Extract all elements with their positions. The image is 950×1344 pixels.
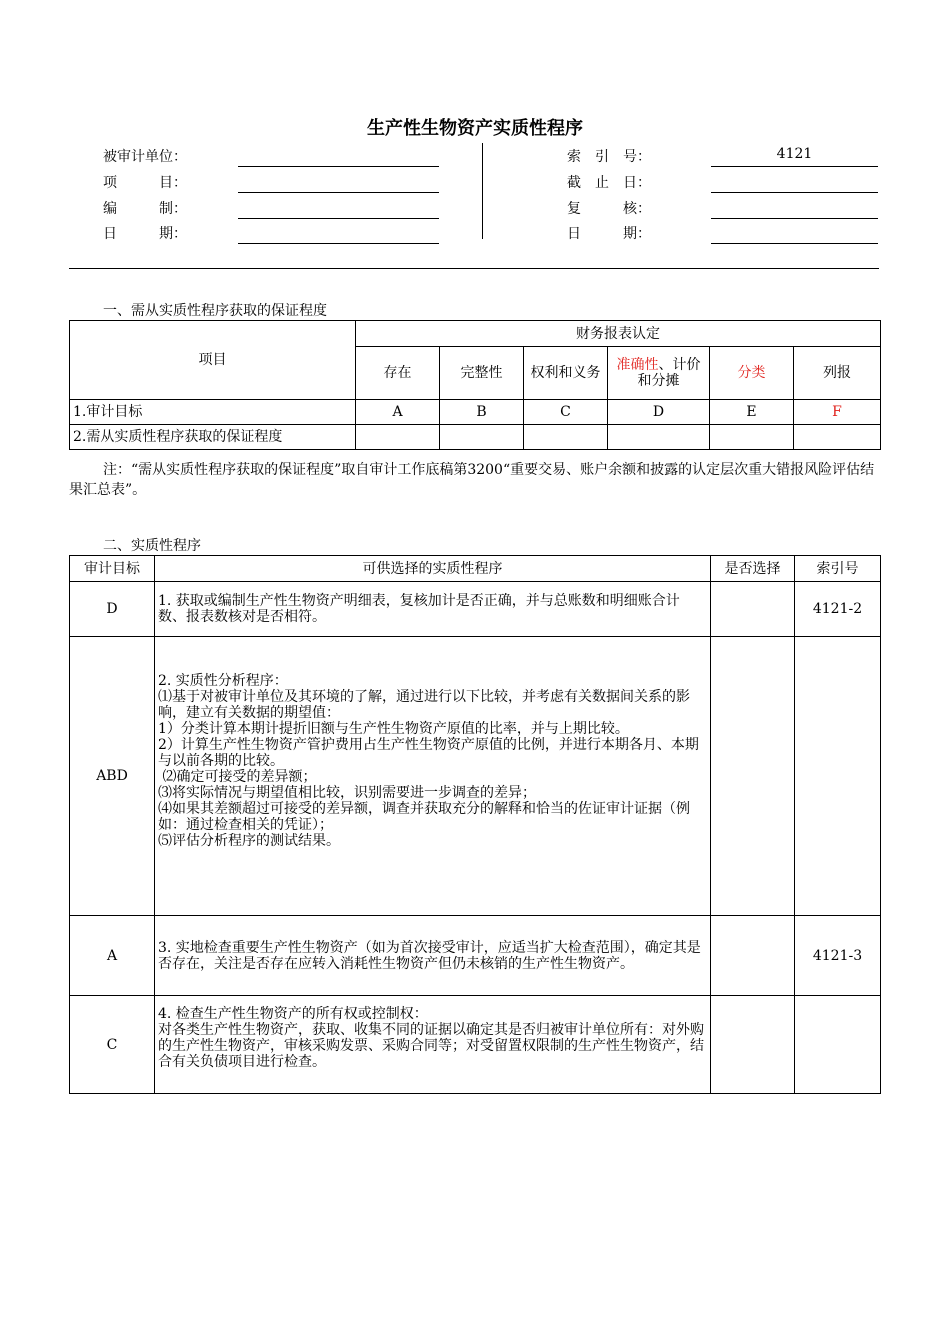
assertion-presentation: 列报 (794, 347, 881, 400)
procedure-line: 4. 检查生产性生物资产的所有权或控制权： (158, 1005, 428, 1022)
assertion-group-header: 财务报表认定 (356, 321, 881, 347)
objective-cell: ABD (70, 637, 155, 916)
review-date-field[interactable] (711, 243, 878, 244)
objective-cell: E (710, 400, 794, 425)
header-rule (69, 268, 879, 269)
section2-title: 二、实质性程序 (103, 538, 201, 554)
index-number-underline (711, 166, 878, 167)
index-cell (795, 996, 881, 1094)
procedure-line: ⑷如果其差额超过可接受的差异额，调查并获取充分的解释和恰当的佐证审计证据（例如：通过检查相关的凭证）； (158, 801, 690, 833)
audited-unit-field[interactable] (238, 166, 439, 167)
row-label: 2.需从实质性程序获取的保证程度 (70, 425, 356, 450)
header-divider (482, 143, 483, 239)
objective-cell: A (356, 400, 440, 425)
assertion-rights: 权利和义务 (524, 347, 608, 400)
index-cell: 4121-2 (795, 582, 881, 637)
table-row (70, 582, 881, 637)
procedure-cell (155, 582, 711, 637)
preparer-field[interactable] (238, 218, 439, 219)
col-header-objective: 审计目标 (70, 556, 155, 582)
cutoff-date-field[interactable] (711, 192, 878, 193)
procedure-line: 3. 实地检查重要生产性生物资产（如为首次接受审计，应适当扩大检查范围），确定其是否存在，关注是否存在应转入消耗性生物资产但仍未核销的生产性生物资产。 (158, 939, 701, 972)
section1-note: 注：“需从实质性程序获取的保证程度”取自审计工作底稿第3200“重要交易、账户余额和披露的认定层次重大错报风险评估结果汇总表”。 (69, 462, 875, 498)
procedure-line: ⑸评估分析程序的测试结果。 (158, 833, 340, 849)
row-label: 1.审计目标 (70, 400, 356, 425)
assurance-cell[interactable] (710, 425, 794, 450)
procedure-line: ⑶将实际情况与期望值相比较，识别需要进一步调查的差异； (158, 785, 536, 801)
procedure-line: 1）分类计算本期计提折旧额与生产性生物资产原值的比率，并与上期比较。 (158, 721, 629, 737)
col-header-procedure: 可供选择的实质性程序 (155, 556, 711, 582)
table-row (70, 425, 881, 450)
project-label: 项 目： (103, 175, 187, 191)
procedure-line: 对各类生产性生物资产，获取、收集不同的证据以确定其是否归被审计单位所有：对外购的生产性生物资产，审核采购发票、采购合同等；对受留置权限制的生产性生物资产，结合有关负债项目进行检查。 (158, 1021, 704, 1070)
prepare-date-label: 日 期： (103, 226, 187, 242)
selected-cell[interactable] (711, 916, 795, 996)
index-cell (795, 637, 881, 916)
procedure-line: 1. 获取或编制生产性生物资产明细表，复核加计是否正确，并与总账数和明细账合计数、报表数核对是否相符。 (158, 593, 680, 625)
table-row (70, 916, 881, 996)
objective-cell: A (70, 916, 155, 996)
index-cell: 4121-3 (795, 916, 881, 996)
procedure-line: 2）计算生产性生物资产管护费用占生产性生物资产原值的比例，并进行本期各月、本期与以前各期的比较。 (158, 737, 699, 769)
table-row (70, 637, 881, 916)
assurance-cell[interactable] (608, 425, 710, 450)
procedure-line: ⑵确定可接受的差异额； (158, 769, 317, 785)
procedure-cell (155, 996, 711, 1094)
reviewer-label: 复 核： (567, 201, 651, 217)
assurance-cell[interactable] (794, 425, 881, 450)
procedures-table (69, 555, 881, 1094)
assertion-accuracy: 准确性、计价和分摊 (608, 347, 710, 400)
objective-cell: F (794, 400, 881, 425)
selected-cell[interactable] (711, 582, 795, 637)
objective-cell: B (440, 400, 524, 425)
objective-cell: C (70, 996, 155, 1094)
procedure-line: ⑴基于对被审计单位及其环境的了解，通过进行以下比较，并考虑有关数据间关系的影响，建立有关数据的期望值： (158, 689, 690, 721)
index-number-label: 索 引 号： (567, 149, 651, 165)
col-header-selected: 是否选择 (711, 556, 795, 582)
index-number-value[interactable]: 4121 (776, 146, 813, 162)
reviewer-field[interactable] (711, 218, 878, 219)
procedure-cell (155, 637, 711, 916)
item-header: 项目 (70, 321, 356, 400)
procedure-cell (155, 916, 711, 996)
objective-cell: D (608, 400, 710, 425)
table-row (70, 996, 881, 1094)
selected-cell[interactable] (711, 637, 795, 916)
table-row (70, 400, 881, 425)
project-field[interactable] (238, 192, 439, 193)
col-header-index: 索引号 (795, 556, 881, 582)
procedure-line: 2. 实质性分析程序： (158, 673, 288, 689)
assertion-completeness: 完整性 (440, 347, 524, 400)
assertion-existence: 存在 (356, 347, 440, 400)
preparer-label: 编 制： (103, 201, 187, 217)
page-title: 生产性生物资产实质性程序 (367, 118, 583, 139)
assurance-cell[interactable] (356, 425, 440, 450)
assurance-table (69, 320, 881, 450)
selected-cell[interactable] (711, 996, 795, 1094)
section1-title: 一、需从实质性程序获取的保证程度 (103, 303, 327, 319)
objective-cell: D (70, 582, 155, 637)
audited-unit-label: 被审计单位： (103, 149, 187, 165)
objective-cell: C (524, 400, 608, 425)
review-date-label: 日 期： (567, 226, 651, 242)
cutoff-date-label: 截 止 日： (567, 175, 651, 191)
prepare-date-field[interactable] (238, 243, 439, 244)
assurance-cell[interactable] (524, 425, 608, 450)
assertion-classification: 分类 (710, 347, 794, 400)
assurance-cell[interactable] (440, 425, 524, 450)
